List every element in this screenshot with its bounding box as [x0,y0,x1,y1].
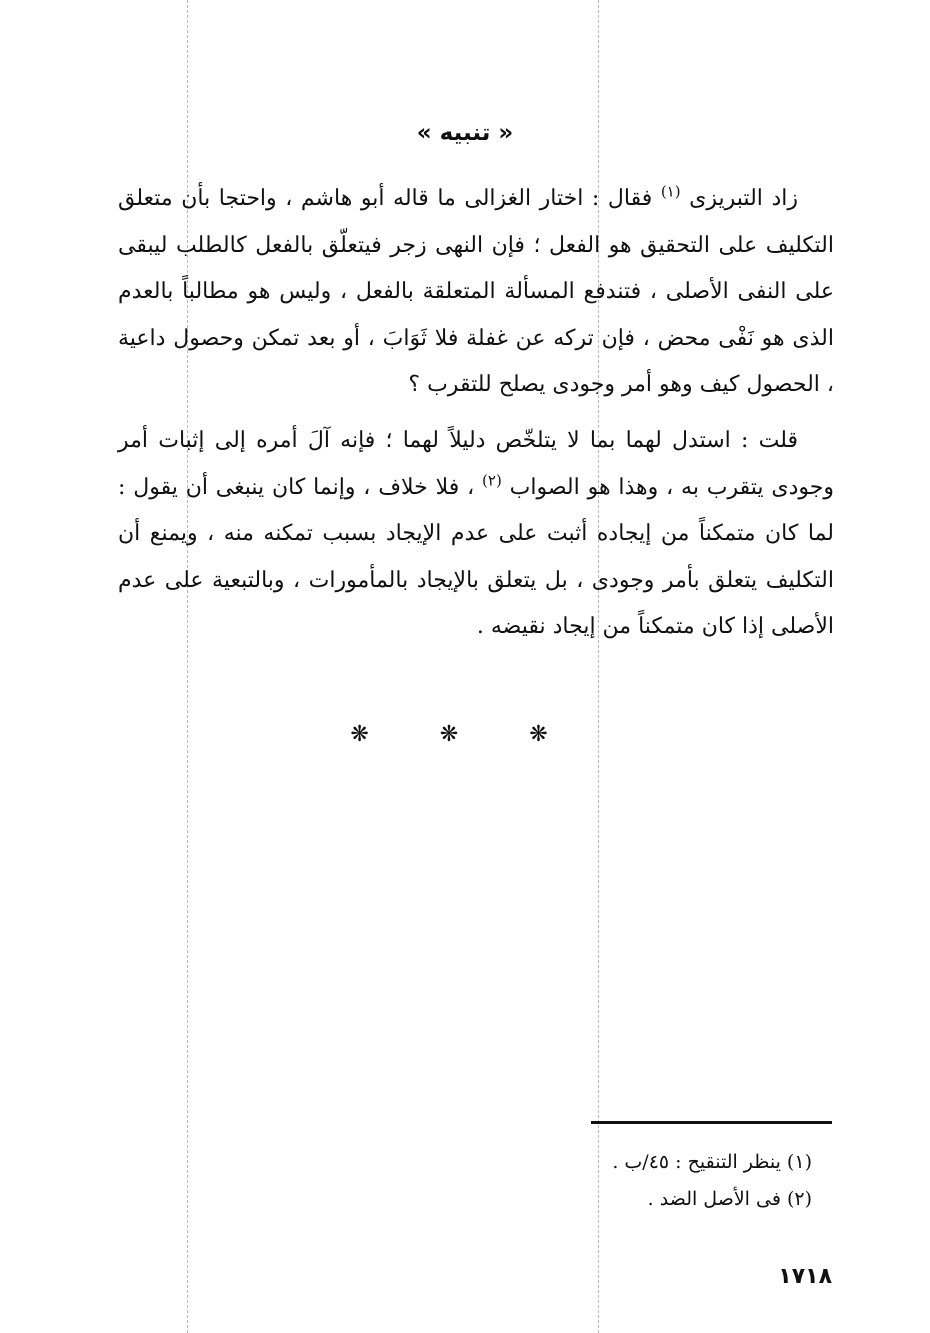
footnote-2: (٢) فى الأصل الضد . [647,1188,812,1210]
section-separator: ❋ ❋ ❋ [350,722,580,747]
footnote-marker-1: (١) [660,182,681,201]
paragraph-1-text-start: زاد التبريزى [689,186,798,211]
paragraph-2 [118,418,834,651]
paragraph-1 [118,176,834,409]
footnote-1: (١) ينظر التنقيح : ٤٥/ب . [612,1151,812,1173]
paragraph-2-text-end: ، فلا خلاف ، وإنما كان ينبغى أن يقول : لما كان متمكناً من إيجاده أثبت على عدم الإيجاد بسبب تمكنه منه ، ويمنع أن التكليف يتعلق بأمر وجودى ، بل يتعلق بالإيجاد بالمأمورات ، وبالتبعية على عدم الأصلى إذا كان متمكناً من إيجاد نقيضه . [118,474,834,639]
paragraph-1-text-end: فقال : اختار الغزالى ما قاله أبو هاشم ، واحتجا بأن متعلق التكليف على التحقيق هو الفعل ؛ فإن النهى زجر فيتعلّق بالفعل كالطلب ليبقى على النفى الأصلى ، فتندفع المسألة المتعلقة بالفعل ، وليس هو مطالباً بالعدم الذى هو نَفْى محض ، فإن تركه عن غفلة فلا ثَوَابَ ، أو بعد تمكن وحصول داعية ، الحصول كيف وهو أمر وجودى يصلح للتقرب ؟ [118,186,834,397]
footnotes [412,1144,812,1218]
footnote-divider [591,1121,832,1124]
section-heading: « تنبيه » [416,120,514,146]
page-number: ١٧١٨ [778,1264,832,1289]
footnote-marker-2: (٢) [482,471,502,490]
paragraph-2-text-start: قلت : استدل لهما بما لا يتلخّص دليلاً لهما ؛ فإنه آلَ أمره إلى إثبات أمر وجودى يتقرب به ، وهذا هو الصواب [118,428,834,500]
